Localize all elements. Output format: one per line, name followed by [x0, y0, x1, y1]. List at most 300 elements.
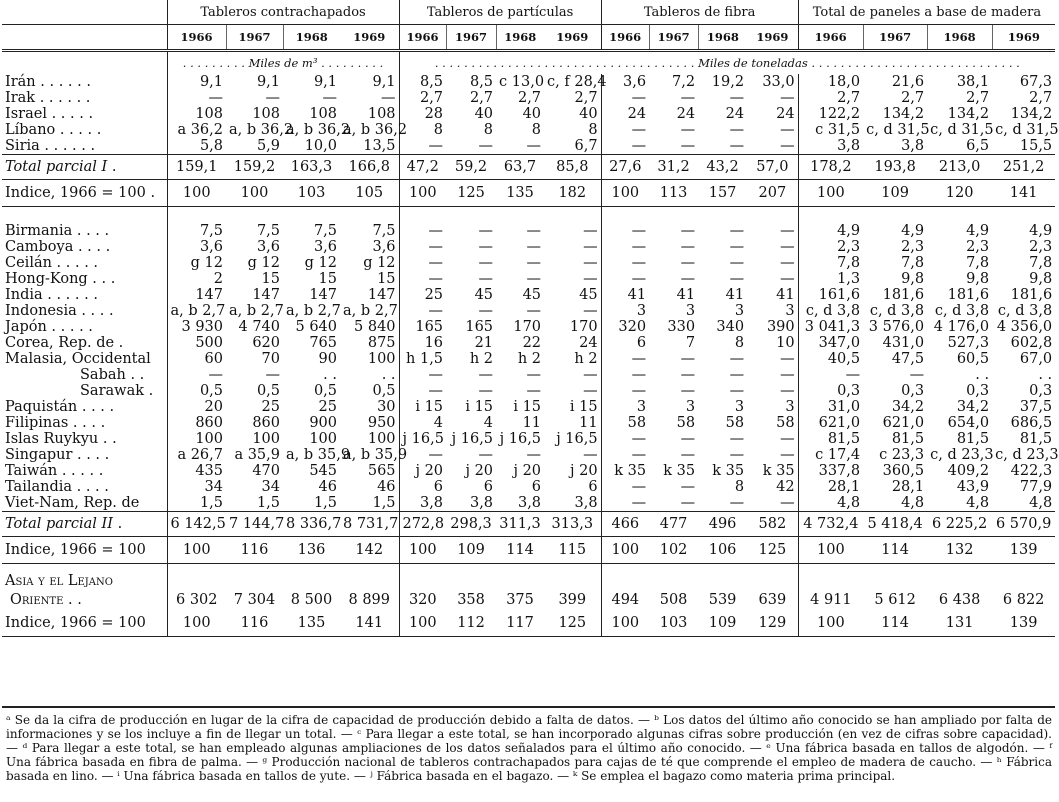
footnotes: ᵃ Se da la cifra de producción en lugar de la cifra de capacidad de producción debido a falta de datos. — ᵇ Los datos del último año conocido se han ampliado por falta de informaciones y se los incluye a fin de llegar un total. — ᶜ Para llegar a este total, se han incorporado algunas cifras sobre producción (en vez de cifras sobre capacidad). — ᵈ Para llegar a este total, se han empleado algunas ampliaciones de los datos señalados para el último año conocido. — ᵉ Una fábrica basada en tallos de algodón. — ᶠ Una fábrica basada en fibra de palma. — ᵍ Producción nacional de tableros contrachapados para cajas de té que comprende el empleo de madera de caucho. — ʰ Fábrica basada en lino. — ⁱ Una fábrica basada en tallos de yute. — ʲ Fábrica basada en el bagazo. — ᵏ Se emplea el bagazo como materia prima principal. [6, 713, 1052, 783]
table-cell: 157 [698, 180, 747, 207]
table-cell: 860 [252, 415, 280, 431]
table-cell [747, 572, 798, 591]
table-cell: j 20 [544, 463, 601, 479]
table-cell: 8,5 [419, 74, 444, 90]
table-cell: — [680, 122, 696, 138]
table-cell: — [478, 223, 494, 239]
table-cell: 38,1 [956, 74, 990, 90]
table-cell: 639 [747, 591, 798, 610]
year-header: 1969 [992, 25, 1055, 51]
table-cell: 34,2 [956, 399, 990, 415]
table-row [2, 447, 1055, 463]
index-row [2, 180, 1055, 207]
table-cell: 390 [747, 319, 798, 335]
table-cell: — [428, 271, 444, 287]
row-label: Singapur [5, 447, 73, 463]
table-cell: — [747, 431, 798, 447]
table-cell: 3,6 [199, 239, 223, 255]
table-cell: 3,8 [837, 138, 861, 154]
table-cell: — [680, 138, 696, 154]
row-label: India [5, 287, 43, 303]
table-cell: 6 [544, 479, 601, 495]
table-cell: 0,5 [199, 383, 223, 399]
table-cell: 181,6 [882, 287, 925, 303]
table-cell: 28,1 [827, 479, 861, 495]
table-cell: 7,5 [256, 223, 280, 239]
table-cell: 7 304 [233, 592, 276, 608]
table-cell: 494 [611, 592, 640, 608]
table-cell: 2,7 [966, 90, 990, 106]
table-cell: 27,6 [601, 155, 649, 180]
table-cell [446, 572, 496, 591]
table-cell: 1,5 [340, 495, 399, 512]
table-row [2, 479, 1055, 495]
row-label: Líbano [5, 122, 56, 138]
table-cell: 28 [424, 106, 444, 122]
table-cell: k 35 [614, 463, 647, 479]
table-cell: g 12 [304, 255, 337, 271]
table-cell: 9,1 [256, 74, 280, 90]
unit-label-tonnes: Miles de toneladas [698, 56, 808, 70]
table-cell: 399 [544, 591, 601, 610]
table-cell: 8 [483, 122, 494, 138]
row-label: Irán [5, 74, 36, 90]
table-cell: 3 [636, 303, 647, 319]
table-cell: 4,8 [901, 495, 925, 511]
table-cell [927, 572, 992, 591]
row-label: Total parcial I [5, 159, 108, 175]
table-cell: 477 [649, 512, 698, 537]
table-row [2, 351, 1055, 367]
table-cell: . . [323, 367, 337, 383]
table-cell: c, d 31,5 [995, 122, 1059, 138]
table-cell: 15 [261, 271, 280, 287]
year-header: 1967 [446, 25, 496, 51]
table-cell: 466 [601, 512, 649, 537]
table-cell: 621,0 [882, 415, 925, 431]
table-cell: 900 [309, 415, 337, 431]
table-cell: 621,0 [818, 415, 861, 431]
table-cell: h 2 [517, 351, 542, 367]
table-cell: 165 [415, 319, 444, 335]
table-cell: — [265, 90, 280, 106]
table-cell: c, d 23,3 [930, 447, 994, 463]
table-cell: i 15 [415, 399, 444, 415]
table-cell: 320 [618, 319, 647, 335]
table-cell: 147 [252, 287, 280, 303]
table-cell: 24 [676, 106, 696, 122]
table-cell: 147 [309, 287, 337, 303]
table-cell: 3 [685, 303, 696, 319]
table-cell: 251,2 [992, 155, 1055, 180]
table-cell: — [631, 383, 647, 399]
table-cell: 207 [747, 180, 798, 207]
table-cell: 950 [340, 415, 399, 431]
table-cell: 25 [318, 399, 337, 415]
table-cell: i 15 [465, 399, 494, 415]
row-leader-dots: . [107, 159, 117, 175]
table-cell [601, 572, 649, 591]
table-cell: 340 [716, 319, 745, 335]
table-cell: 9,1 [340, 74, 399, 90]
table-cell: 33,0 [747, 74, 798, 90]
table-cell: — [747, 239, 798, 255]
table-cell: 1,5 [256, 495, 280, 511]
table-cell: 6 822 [1002, 592, 1045, 608]
table-cell: j 16,5 [402, 431, 444, 447]
row-leader-dots: . . [98, 431, 117, 447]
table-cell: 134,2 [947, 106, 990, 122]
subtotal-row [2, 155, 1055, 180]
table-cell [649, 572, 698, 591]
spacer-row [2, 564, 1055, 573]
row-leader-dots: . . . [87, 271, 116, 287]
table-cell: — [729, 223, 745, 239]
table-cell: 182 [544, 180, 601, 207]
row-label: Asia y el Lejano [5, 573, 113, 589]
table-cell: 100 [798, 610, 863, 637]
row-label: Israel [5, 106, 47, 122]
table-cell: 159,1 [167, 155, 226, 180]
year-header: 1966 [601, 25, 649, 51]
table-cell: 3 041,3 [804, 319, 861, 335]
table-cell: 6,5 [966, 138, 990, 154]
table-cell: 602,8 [1010, 335, 1053, 351]
row-label: Indonesia [5, 303, 77, 319]
table-cell: — [478, 138, 494, 154]
table-cell: 47,5 [891, 351, 925, 367]
table-cell: — [544, 271, 601, 287]
table-cell: 125 [544, 610, 601, 637]
table-cell: 20 [204, 399, 223, 415]
table-cell: — [526, 367, 542, 383]
table-cell: 116 [226, 610, 283, 637]
table-cell: 6 [531, 479, 542, 495]
table-cell: 0,5 [256, 383, 280, 399]
table-cell: 5 418,4 [863, 512, 927, 537]
table-cell: 100 [798, 180, 863, 207]
table-cell: 3 [747, 399, 798, 415]
table-cell: 125 [446, 180, 496, 207]
table-cell: 100 [798, 537, 863, 564]
table-cell: a, b 36,2 [340, 122, 399, 138]
row-leader-dots: . . [63, 592, 82, 608]
table-cell: 347,0 [818, 335, 861, 351]
table-cell: — [544, 239, 601, 255]
table-cell: 100 [399, 610, 446, 637]
table-cell: — [747, 255, 798, 271]
table-cell: 166,8 [340, 155, 399, 180]
table-cell: 496 [698, 512, 747, 537]
table-cell: 2,3 [966, 239, 990, 255]
table-row [2, 138, 1055, 155]
row-label: Japón [5, 319, 47, 335]
table-cell: — [631, 122, 647, 138]
table-cell: — [478, 303, 494, 319]
table-cell: 1,5 [199, 495, 223, 511]
table-cell: 161,6 [818, 287, 861, 303]
table-cell: 100 [309, 431, 337, 447]
table-cell: 2 [213, 271, 223, 287]
table-cell: 6 225,2 [927, 512, 992, 537]
group-header-plywood: Tableros contrachapados [167, 0, 399, 25]
table-cell: 58 [676, 415, 696, 431]
table-cell: 34 [261, 479, 280, 495]
table-cell: 40 [474, 106, 494, 122]
table-cell: 81,5 [891, 431, 925, 447]
table-cell: 654,0 [947, 415, 990, 431]
table-cell: j 20 [415, 463, 444, 479]
table-cell [167, 572, 226, 591]
table-cell: 470 [252, 463, 280, 479]
table-cell: — [909, 367, 925, 383]
table-cell: — [747, 495, 798, 512]
table-cell: 4,8 [966, 495, 990, 511]
table-cell [544, 572, 601, 591]
year-header: 1968 [283, 25, 340, 51]
table-cell: 298,3 [446, 512, 496, 537]
table-cell: a, b 2,7 [340, 303, 399, 319]
table-cell: — [526, 271, 542, 287]
table-cell: 103 [649, 610, 698, 637]
row-leader-dots: . [145, 185, 156, 201]
table-cell: 4 911 [810, 592, 852, 608]
table-cell: 42 [747, 479, 798, 495]
unit-label-m3: Miles de m³ [248, 56, 318, 70]
table-cell: 6,7 [544, 138, 601, 155]
table-row [2, 271, 1055, 287]
table-cell: — [680, 367, 696, 383]
row-leader-dots: . . . . [68, 415, 106, 431]
table-cell: 40 [522, 106, 542, 122]
table-cell: 100 [167, 610, 226, 637]
table-cell: 1,5 [313, 495, 337, 511]
table-cell: 100 [601, 180, 649, 207]
table-cell: 508 [659, 592, 688, 608]
row-label: Taiwán [5, 463, 58, 479]
row-label: Indice, 1966 = 100 [5, 185, 146, 201]
table-cell: 3,8 [901, 138, 925, 154]
table-cell: — [265, 367, 280, 383]
row-leader-dots: . . . . [72, 479, 109, 495]
table-cell: 4,8 [1029, 495, 1053, 511]
row-label: Sabah [80, 367, 126, 383]
table-cell: 131 [927, 610, 992, 637]
row-leader-dots: . . . . . . [42, 287, 98, 303]
table-cell: 100 [195, 431, 223, 447]
table-cell: 22 [522, 335, 542, 351]
row-label: Total parcial II [5, 516, 113, 532]
table-cell: 77,9 [1019, 479, 1053, 495]
table-cell: 24 [544, 335, 601, 351]
table-cell: — [478, 271, 494, 287]
row-leader-dots: . . . . . [51, 255, 99, 271]
table-cell: 9,1 [313, 74, 337, 90]
table-cell: 103 [283, 180, 340, 207]
table-cell: 4 740 [238, 319, 280, 335]
table-cell: 100 [399, 180, 446, 207]
table-cell: 170 [513, 319, 542, 335]
table-cell: 3 [685, 399, 696, 415]
table-cell: — [747, 223, 798, 239]
table-cell: 21,6 [891, 74, 925, 90]
table-cell: 120 [927, 180, 992, 207]
table-cell: a 35,9 [234, 447, 280, 463]
table-cell: c, d 31,5 [930, 122, 994, 138]
table-cell: 31,0 [827, 399, 861, 415]
table-row [2, 287, 1055, 303]
table-cell: 2,3 [837, 239, 861, 255]
table-cell: 7,8 [966, 255, 990, 271]
table-cell [798, 572, 863, 591]
table-cell: a, b 36,2 [286, 122, 351, 138]
table-cell: — [340, 90, 399, 106]
table-cell: 9,1 [199, 74, 223, 90]
table-cell: — [631, 271, 647, 287]
row-label: Paquistán [5, 399, 78, 415]
table-row [2, 239, 1055, 255]
table-cell: 2,7 [469, 90, 494, 106]
spacer-row [2, 207, 1055, 224]
table-cell: a, b 2,7 [170, 303, 226, 319]
table-cell: 142 [340, 537, 399, 564]
table-cell: — [428, 383, 444, 399]
table-cell: — [428, 303, 444, 319]
table-cell: 2,7 [1029, 90, 1053, 106]
table-cell: 81,5 [1019, 431, 1053, 447]
table-cell: 431,0 [882, 335, 925, 351]
table-cell: h 1,5 [406, 351, 444, 367]
table-cell: 3 [734, 399, 745, 415]
table-cell: 108 [252, 106, 280, 122]
table-cell: 3,8 [469, 495, 494, 511]
table-cell: 10 [747, 335, 798, 351]
table-cell [283, 572, 340, 591]
row-leader-dots: . . . . . [55, 122, 102, 138]
table-cell: 108 [309, 106, 337, 122]
table-cell: . . [975, 367, 990, 383]
table-cell: 134,2 [1010, 106, 1053, 122]
table-cell: — [478, 447, 494, 463]
table-cell: j 20 [513, 463, 542, 479]
table-cell: 7,5 [199, 223, 223, 239]
table-cell: 63,7 [496, 155, 544, 180]
table-cell: — [747, 271, 798, 287]
table-cell [698, 572, 747, 591]
table-cell: 4,9 [901, 223, 925, 239]
table-cell: — [478, 255, 494, 271]
table-cell: 159,2 [226, 155, 283, 180]
table-cell: — [631, 447, 647, 463]
table-cell: 11 [522, 415, 542, 431]
row-label: Viet-Nam, Rep. de [5, 495, 140, 511]
table-cell: 0,5 [340, 383, 399, 399]
table-cell: 3 [636, 399, 647, 415]
table-cell: 358 [457, 592, 485, 608]
table-cell: 7,5 [340, 223, 399, 239]
table-cell: 106 [698, 537, 747, 564]
table-cell: 105 [340, 180, 399, 207]
group-header-row [2, 0, 1055, 25]
table-cell: 3,6 [340, 239, 399, 255]
table-cell: 58 [627, 415, 647, 431]
table-cell: 19,2 [711, 74, 745, 90]
year-header: 1968 [496, 25, 544, 51]
table-cell [399, 572, 446, 591]
table-cell: 6 570,9 [992, 512, 1055, 537]
table-cell: 60,5 [956, 351, 990, 367]
table-row [2, 319, 1055, 335]
table-cell: 139 [992, 610, 1055, 637]
table-cell: 85,8 [544, 155, 601, 180]
table-cell: 8 336,7 [283, 512, 340, 537]
table-cell: — [729, 255, 745, 271]
table-cell: h 2 [544, 351, 601, 367]
table-cell: j 16,5 [499, 431, 542, 447]
table-cell: c 23,3 [879, 447, 925, 463]
table-cell: 114 [863, 537, 927, 564]
table-cell: 4 356,0 [996, 319, 1053, 335]
table-cell: 100 [252, 431, 280, 447]
table-cell: — [747, 122, 798, 138]
table-cell: 58 [747, 415, 798, 431]
table-cell: g 12 [340, 255, 399, 271]
table-cell: 620 [252, 335, 280, 351]
table-cell: 4 [483, 415, 494, 431]
table-cell: 60 [204, 351, 223, 367]
table-cell: 2,3 [901, 239, 925, 255]
table-cell: 100 [226, 180, 283, 207]
table-cell: 40 [544, 106, 601, 122]
table-row [2, 591, 1055, 610]
table-cell: 7,2 [672, 74, 696, 90]
table-row [2, 572, 1055, 591]
row-leader-dots: . . . . [77, 399, 115, 415]
table-cell: 6 142,5 [167, 512, 226, 537]
table-row [2, 303, 1055, 319]
table-cell: 3 930 [181, 319, 223, 335]
table-cell: 70 [261, 351, 280, 367]
year-header: 1967 [863, 25, 927, 51]
row-label: Hong-Kong [5, 271, 88, 287]
table-cell: 8 [734, 335, 745, 351]
table-row [2, 415, 1055, 431]
table-cell: 765 [309, 335, 337, 351]
row-leader-dots: . . . . [73, 239, 111, 255]
table-cell: — [526, 138, 542, 154]
table-cell: — [478, 367, 494, 383]
table-cell: 422,3 [1010, 463, 1053, 479]
subtotal-row [2, 512, 1055, 537]
table-cell: 5 840 [340, 319, 399, 335]
table-cell: — [526, 383, 542, 399]
row-leader-dots: . . . . [72, 223, 110, 239]
table-row [2, 106, 1055, 122]
table-cell: 16 [424, 335, 444, 351]
table-cell: 135 [496, 180, 544, 207]
table-cell: 6 438 [938, 592, 981, 608]
row-label: Ceilán [5, 255, 52, 271]
row-label: Camboya [5, 239, 74, 255]
table-cell: 165 [465, 319, 494, 335]
row-leader-dots: . . . . . . [39, 138, 96, 154]
table-cell: c, d 3,8 [805, 303, 861, 319]
table-cell: 125 [747, 537, 798, 564]
row-leader-dots: . . . . . . [35, 74, 91, 90]
year-header-row [2, 25, 1055, 51]
year-header: 1967 [649, 25, 698, 51]
table-cell: — [631, 239, 647, 255]
